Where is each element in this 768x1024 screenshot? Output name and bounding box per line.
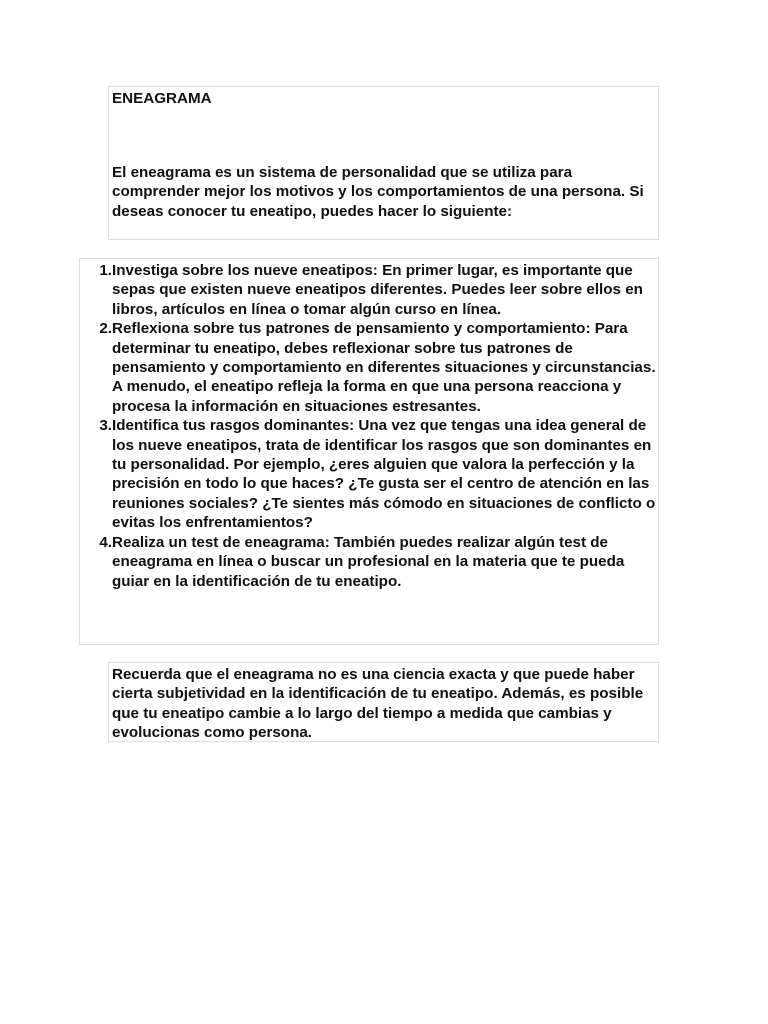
- step-text: Identifica tus rasgos dominantes: Una vez que tengas una idea general de los nueve eneatipos, trata de identificar los rasgos que son dominantes en tu personalidad. Por ejemplo, ¿eres alguien que valora la perfección y la precisión en todo lo que haces? ¿Te gusta ser el centro de atención en las reuniones sociales? ¿Te sientes más cómodo en situaciones de conflicto o evitas los enfrentamientos?: [112, 417, 656, 532]
- step-text: Realiza un test de eneagrama: También puedes realizar algún test de eneagrama en línea o buscar un profesional en la materia que te pueda guiar en la identificación de tu eneatipo.: [112, 533, 625, 590]
- step-text: Investiga sobre los nueve eneatipos: En primer lugar, es importante que sepas que existen nueve eneatipos diferentes. Puedes leer sobre ellos en libros, artículos en línea o tomar algún curso en línea.: [112, 262, 643, 318]
- step-number: 4.: [99, 533, 112, 551]
- step-item: [80, 319, 658, 416]
- step-number: 3.: [99, 417, 112, 435]
- intro-paragraph: El eneagrama es un sistema de personalidad que se utiliza para comprender mejor los motivos y los comportamientos de una persona. Si deseas conocer tu eneatipo, puedes hacer lo siguiente:: [112, 164, 644, 220]
- step-item: [80, 416, 658, 532]
- steps-list: [80, 261, 658, 591]
- step-text: Reflexiona sobre tus patrones de pensamiento y comportamiento: Para determinar tu eneatipo, debes reflexionar sobre tus patrones de pensamiento y comportamiento en diferentes situaciones y circunstancias. A menudo, el eneatipo refleja la forma en que una persona reacciona y procesa la información en situaciones estresantes.: [112, 320, 656, 415]
- document-title: ENEAGRAMA: [112, 90, 212, 107]
- closing-section: [108, 662, 659, 742]
- intro-section: [108, 86, 659, 240]
- step-item: [80, 533, 658, 591]
- step-item: [80, 261, 658, 319]
- closing-paragraph: Recuerda que el eneagrama no es una ciencia exacta y que puede haber cierta subjetividad en la identificación de tu eneatipo. Además, es posible que tu eneatipo cambie a lo largo del tiempo a medida que cambias y evolucionas como persona.: [112, 666, 644, 742]
- step-number: 2.: [99, 320, 112, 338]
- step-number: 1.: [99, 262, 112, 279]
- steps-section: [79, 258, 659, 645]
